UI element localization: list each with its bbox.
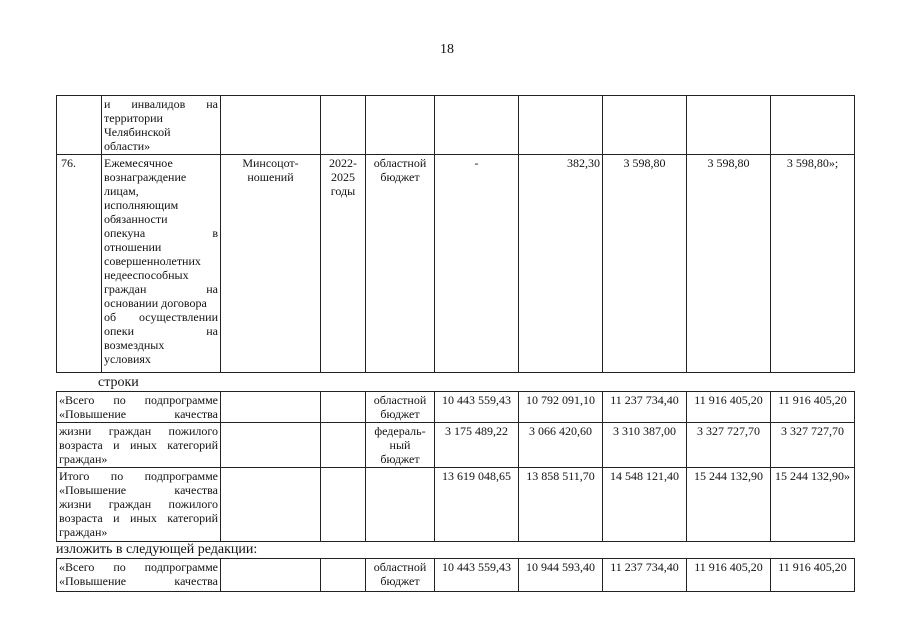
name-line: «Повышение качества bbox=[59, 407, 218, 421]
cell-period bbox=[321, 155, 366, 373]
cell-value: 3 327 727,70 bbox=[771, 423, 855, 468]
cell-value: 10 944 593,40 bbox=[519, 559, 603, 592]
cell-name bbox=[102, 155, 221, 373]
cell-value: 382,30 bbox=[519, 155, 603, 373]
cell-value: 11 237 734,40 bbox=[603, 392, 687, 423]
cell-value: 10 443 559,43 bbox=[435, 559, 519, 592]
cell-name bbox=[57, 468, 221, 542]
cell-value: - bbox=[435, 155, 519, 373]
table-new-edition bbox=[56, 558, 855, 592]
page-number: 18 bbox=[440, 42, 454, 57]
name-line: жизни граждан пожилого bbox=[59, 424, 218, 438]
cell-number: 76. bbox=[57, 155, 102, 373]
name-line: территории bbox=[104, 111, 163, 125]
table-row bbox=[57, 423, 855, 468]
source-line: федераль- bbox=[374, 424, 426, 438]
cell-value: 13 858 511,70 bbox=[519, 468, 603, 542]
executor-line: Минсоцот- bbox=[242, 156, 299, 170]
label-edit: изложить в следующей редакции: bbox=[56, 542, 258, 557]
cell-value: 11 237 734,40 bbox=[603, 559, 687, 592]
period-line: годы bbox=[330, 184, 356, 198]
label-rows: строки bbox=[98, 375, 139, 390]
source-line: ный bbox=[389, 438, 411, 452]
name-line: «Повышение качества bbox=[59, 574, 218, 588]
name-line: совершеннолетних bbox=[104, 254, 201, 268]
cell-name bbox=[57, 392, 221, 423]
cell-value: 3 598,80»; bbox=[771, 155, 855, 373]
source-line: областной bbox=[373, 560, 427, 574]
cell-source bbox=[366, 423, 435, 468]
source-line: бюджет bbox=[380, 407, 420, 421]
name-line: опеки на bbox=[104, 324, 218, 338]
cell-value: 11 916 405,20 bbox=[687, 559, 771, 592]
name-line: граждан» bbox=[59, 452, 108, 466]
source-line: бюджет bbox=[380, 574, 420, 588]
source-line: бюджет bbox=[380, 452, 420, 466]
name-line: «Всего по подпрограмме bbox=[59, 560, 218, 574]
cell-value: 3 598,80 bbox=[687, 155, 771, 373]
cell-value: 3 175 489,22 bbox=[435, 423, 519, 468]
source-line: бюджет bbox=[380, 170, 420, 184]
cell-name bbox=[102, 96, 221, 155]
cell-value: 3 327 727,70 bbox=[687, 423, 771, 468]
name-line: возраста и иных категорий bbox=[59, 438, 218, 452]
table-program-items bbox=[56, 95, 855, 373]
cell-executor bbox=[221, 155, 321, 373]
cell-value: 15 244 132,90 bbox=[687, 468, 771, 542]
executor-line: ношений bbox=[247, 170, 294, 184]
table-row bbox=[57, 468, 855, 542]
name-line: основании договора bbox=[104, 296, 207, 310]
name-line: и инвалидов на bbox=[104, 97, 218, 111]
name-line: условиях bbox=[104, 352, 151, 366]
name-line: граждан на bbox=[104, 282, 218, 296]
cell-value: 15 244 132,90» bbox=[771, 468, 855, 542]
name-line: «Всего по подпрограмме bbox=[59, 393, 218, 407]
cell-value: 13 619 048,65 bbox=[435, 468, 519, 542]
name-line: отношении bbox=[104, 240, 162, 254]
cell-value: 11 916 405,20 bbox=[771, 559, 855, 592]
source-line: областной bbox=[373, 156, 427, 170]
name-line: исполняющим bbox=[104, 198, 179, 212]
period-line: 2022- bbox=[329, 156, 357, 170]
table-row bbox=[57, 96, 855, 155]
name-line: возмездных bbox=[104, 338, 165, 352]
table-row bbox=[57, 155, 855, 373]
name-line: обязанности bbox=[104, 212, 168, 226]
cell-value: 11 916 405,20 bbox=[687, 392, 771, 423]
name-line: недееспособных bbox=[104, 268, 189, 282]
cell-value: 14 548 121,40 bbox=[603, 468, 687, 542]
cell-value: 3 310 387,00 bbox=[603, 423, 687, 468]
cell-number bbox=[57, 96, 102, 155]
name-line: граждан» bbox=[59, 525, 108, 539]
name-line: об осуществлении bbox=[104, 310, 218, 324]
cell-name bbox=[57, 423, 221, 468]
name-line: возраста и иных категорий bbox=[59, 511, 218, 525]
name-line: Ежемесячное bbox=[104, 156, 173, 170]
name-line: Итого по подпрограмме bbox=[59, 469, 218, 483]
cell-value: 10 792 091,10 bbox=[519, 392, 603, 423]
name-line: жизни граждан пожилого bbox=[59, 497, 218, 511]
period-line: 2025 bbox=[331, 170, 355, 184]
cell-name bbox=[57, 559, 221, 592]
name-line: Челябинской bbox=[104, 125, 171, 139]
table-row bbox=[57, 392, 855, 423]
cell-source bbox=[366, 559, 435, 592]
cell-value: 11 916 405,20 bbox=[771, 392, 855, 423]
cell-value: 3 598,80 bbox=[603, 155, 687, 373]
name-line: лицам, bbox=[104, 184, 139, 198]
cell-value: 10 443 559,43 bbox=[435, 392, 519, 423]
name-line: «Повышение качества bbox=[59, 483, 218, 497]
cell-source bbox=[366, 155, 435, 373]
name-line: области» bbox=[104, 139, 151, 153]
cell-value: 3 066 420,60 bbox=[519, 423, 603, 468]
table-subprogram-totals bbox=[56, 391, 855, 542]
name-line: вознаграждение bbox=[104, 170, 187, 184]
cell-source bbox=[366, 392, 435, 423]
source-line: областной bbox=[373, 393, 427, 407]
name-line: опекуна в bbox=[104, 226, 218, 240]
table-row bbox=[57, 559, 855, 592]
